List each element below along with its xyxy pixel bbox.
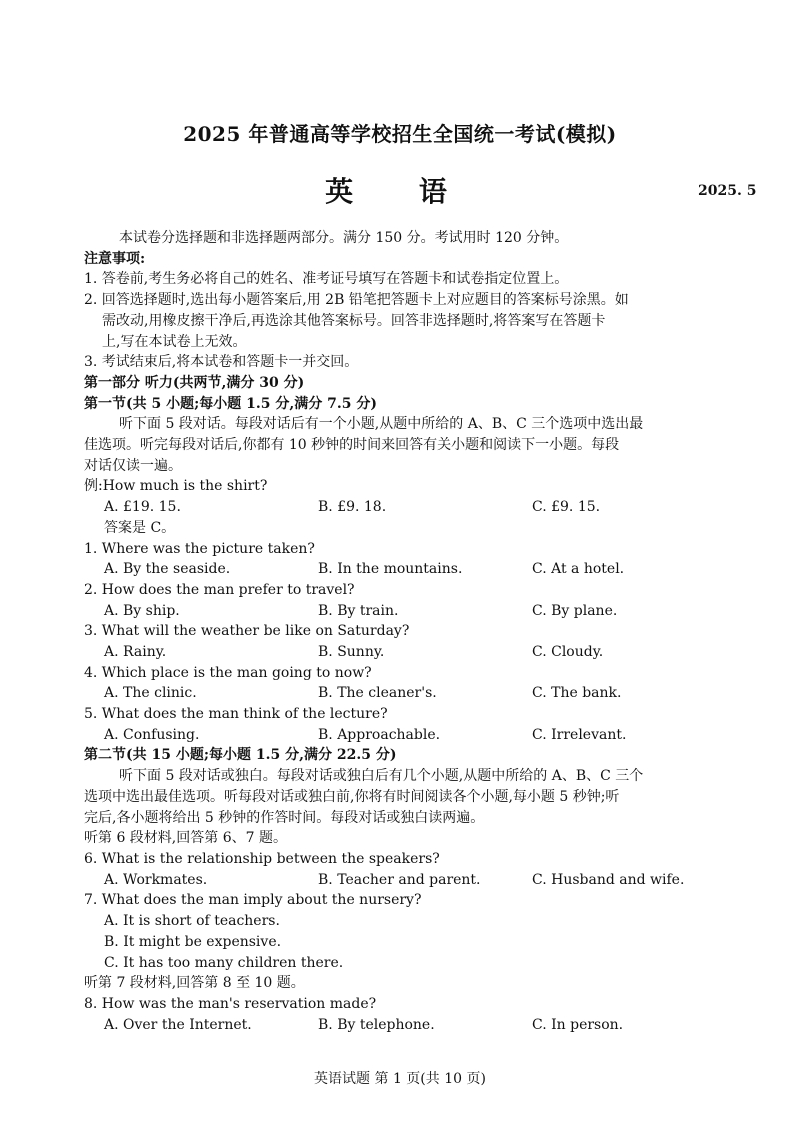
section1-instructions: 佳选项。听完每段对话后,你都有 10 秒钟的时间来回答有关小题和阅读下一小题。每段 xyxy=(84,437,620,454)
exam-body xyxy=(84,228,724,1035)
question-6: 6. What is the relationship between the speakers? xyxy=(84,851,440,867)
option-a: A. £19. 15. xyxy=(104,499,181,516)
notice-item-continued: 需改动,用橡皮擦干净后,再选涂其他答案标号。回答非选择题时,将答案写在答题卡 xyxy=(102,312,606,329)
question-7: 7. What does the man imply about the nursery? xyxy=(84,892,422,909)
question-5: 5. What does the man think of the lecture? xyxy=(84,706,388,723)
question-4: 4. Which place is the man going to now? xyxy=(84,664,372,681)
notice-item: 2. 回答选择题时,选出每小题答案后,用 2B 铅笔把答题卡上对应题目的答案标号涂黑。如 xyxy=(84,292,629,309)
exam-title: 2025 年普通高等学校招生全国统一考试(模拟) xyxy=(183,122,617,146)
part1-heading: 第一部分 听力(共两节,满分 30 分) xyxy=(84,374,305,391)
question-3-options xyxy=(84,642,724,663)
notice-item-continued: 上,写在本试卷上无效。 xyxy=(102,333,247,350)
option-b: B. Teacher and parent. xyxy=(318,871,481,888)
option-b: B. Sunny. xyxy=(318,644,385,661)
section2-instructions: 选项中选出最佳选项。听每段对话或独白前,你将有时间阅读各个小题,每小题 5 秒钟;听 xyxy=(84,788,620,805)
option-c: C. In person. xyxy=(532,1016,624,1033)
question-3: 3. What will the weather be like on Saturday? xyxy=(84,623,410,640)
notice-heading: 注意事项: xyxy=(84,250,146,267)
option-c: C. It has too many children there. xyxy=(104,954,344,971)
option-b: B. Approachable. xyxy=(318,726,441,743)
option-a: A. Rainy. xyxy=(104,644,167,661)
intro-text: 本试卷分选择题和非选择题两部分。满分 150 分。考试用时 120 分钟。 xyxy=(119,230,569,246)
option-c: C. Irrelevant. xyxy=(532,726,627,743)
option-a: A. It is short of teachers. xyxy=(104,913,280,930)
section1-instructions: 对话仅读一遍。 xyxy=(84,457,182,474)
example-answer: 答案是 C。 xyxy=(104,519,176,536)
option-c: C. Cloudy. xyxy=(532,644,604,661)
section1-instructions: 听下面 5 段对话。每段对话后有一个小题,从题中所给的 A、B、C 三个选项中选出最 xyxy=(119,416,644,433)
option-b: B. It might be expensive. xyxy=(104,933,282,950)
material-7-label: 听第 7 段材料,回答第 8 至 10 题。 xyxy=(84,975,305,992)
exam-date: 2025. 5 xyxy=(698,183,757,199)
question-2-options xyxy=(84,601,724,622)
page-footer: 英语试题 第 1 页(共 10 页) xyxy=(314,1071,486,1087)
question-2: 2. How does the man prefer to travel? xyxy=(84,581,355,598)
option-c: C. By plane. xyxy=(532,602,618,619)
subject-title: 英 语 xyxy=(325,175,475,208)
section1-heading: 第一节(共 5 小题;每小题 1.5 分,满分 7.5 分) xyxy=(84,395,377,412)
example-question: 例:How much is the shirt? xyxy=(84,478,268,495)
question-8: 8. How was the man's reservation made? xyxy=(84,995,377,1012)
question-4-options xyxy=(84,683,724,704)
example-options xyxy=(84,497,724,518)
section2-instructions: 完后,各小题将给出 5 秒钟的作答时间。每段对话或独白读两遍。 xyxy=(84,809,485,826)
option-a: A. The clinic. xyxy=(104,685,197,702)
option-b: B. In the mountains. xyxy=(318,561,463,578)
option-a: A. Confusing. xyxy=(104,726,200,743)
question-1-options xyxy=(84,559,724,580)
question-1: 1. Where was the picture taken? xyxy=(84,540,315,557)
section2-heading: 第二节(共 15 小题;每小题 1.5 分,满分 22.5 分) xyxy=(84,747,397,764)
option-c: C. £9. 15. xyxy=(532,499,601,516)
option-c: C. At a hotel. xyxy=(532,561,625,578)
option-c: C. The bank. xyxy=(532,685,622,702)
option-b: B. The cleaner's. xyxy=(318,685,437,702)
material-6-label: 听第 6 段材料,回答第 6、7 题。 xyxy=(84,830,287,847)
option-b: B. By train. xyxy=(318,602,399,619)
option-a: A. Workmates. xyxy=(104,871,208,888)
notice-item: 1. 答卷前,考生务必将自己的姓名、准考证号填写在答题卡和试卷指定位置上。 xyxy=(84,271,569,288)
notice-item: 3. 考试结束后,将本试卷和答题卡一并交回。 xyxy=(84,354,359,371)
option-a: A. By the seaside. xyxy=(104,561,231,578)
option-b: B. £9. 18. xyxy=(318,499,387,516)
question-8-options xyxy=(84,1015,724,1036)
question-5-options xyxy=(84,725,724,746)
section2-instructions: 听下面 5 段对话或独白。每段对话或独白后有几个小题,从题中所给的 A、B、C 三个 xyxy=(119,768,644,785)
question-6-options xyxy=(84,870,724,891)
option-a: A. By ship. xyxy=(104,602,180,619)
option-c: C. Husband and wife. xyxy=(532,871,685,888)
option-b: B. By telephone. xyxy=(318,1016,435,1033)
option-a: A. Over the Internet. xyxy=(104,1016,252,1033)
